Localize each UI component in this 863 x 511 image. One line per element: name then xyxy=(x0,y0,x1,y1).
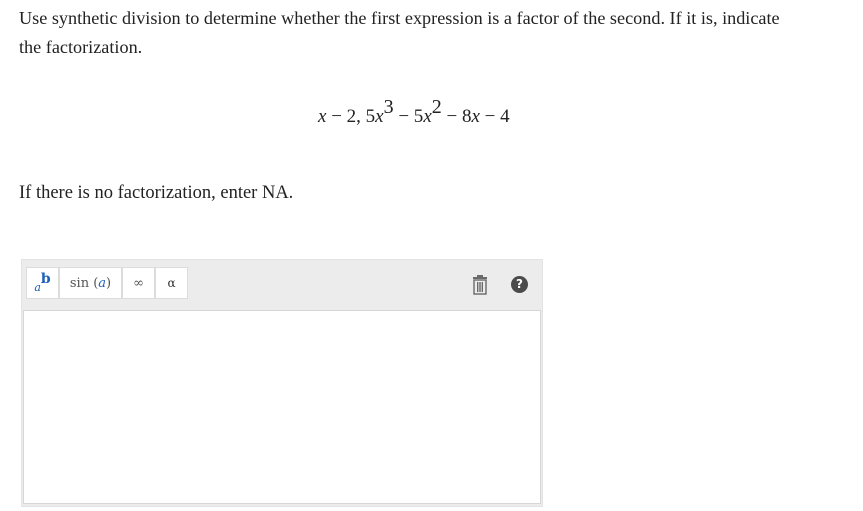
var-x-1: x xyxy=(318,106,327,127)
var-x-3: x xyxy=(423,106,432,127)
math-part-4: − 4 xyxy=(479,106,510,127)
trash-icon[interactable] xyxy=(472,275,488,295)
math-toolbar xyxy=(22,260,542,310)
math-part-3: − 8 xyxy=(441,106,472,127)
greek-letters-button[interactable] xyxy=(155,267,188,299)
polynomial-expression xyxy=(318,96,510,129)
math-part-1: − 2, 5 xyxy=(326,106,376,127)
sin-close: ) xyxy=(106,275,112,291)
var-x-2: x xyxy=(375,106,384,127)
sin-button[interactable] xyxy=(59,267,122,299)
math-part-2: − 5 xyxy=(393,106,424,127)
sin-label: sin ( xyxy=(69,275,99,291)
exponent-2: 2 xyxy=(431,96,442,118)
power-button[interactable] xyxy=(26,267,59,299)
infinity-button[interactable] xyxy=(122,267,155,299)
math-editor xyxy=(21,259,543,507)
alpha-icon: α xyxy=(167,276,176,290)
instruction-text: If there is no factorization, enter NA. xyxy=(19,183,294,203)
question-line-2: the factorization. xyxy=(19,37,143,57)
answer-input[interactable] xyxy=(23,310,541,504)
question-line-1: Use synthetic division to determine whether the first expression is a factor of the second. If it is, indicate xyxy=(19,8,780,28)
question-text xyxy=(19,4,861,62)
power-base: a xyxy=(34,280,41,294)
power-exponent: b xyxy=(40,271,51,287)
help-icon[interactable]: ? xyxy=(511,276,528,293)
var-x-4: x xyxy=(471,106,480,127)
sin-arg: a xyxy=(98,275,107,291)
exponent-3: 3 xyxy=(383,96,394,118)
infinity-icon: ∞ xyxy=(133,275,144,291)
